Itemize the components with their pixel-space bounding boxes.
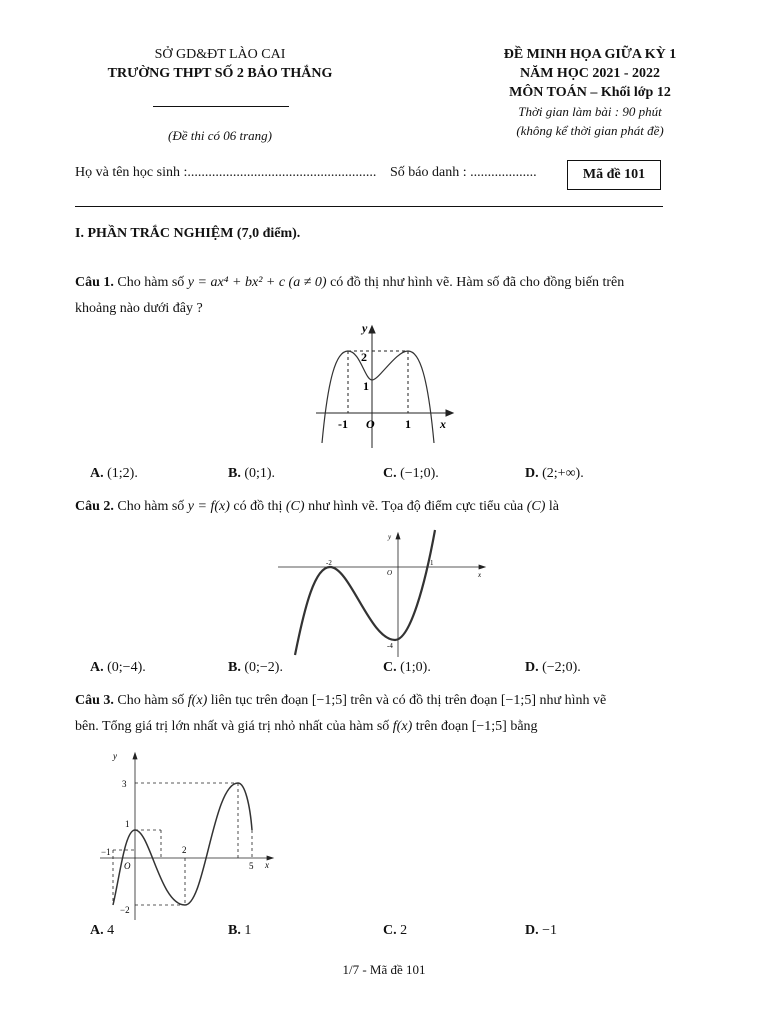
question-text: liên tục trên đoạn: [210, 693, 309, 708]
x-label: x: [478, 571, 482, 579]
question-text: bằng: [510, 719, 538, 734]
school-year: NĂM HỌC 2021 - 2022: [520, 66, 660, 81]
tick-label: 1: [430, 559, 434, 567]
pages-note: (Đề thi có 06 trang): [168, 128, 272, 143]
school-name: TRƯỜNG THPT SỐ 2 BẢO THẮNG: [107, 66, 333, 81]
tick-label: −1: [101, 847, 111, 857]
dashed-guides: [113, 783, 252, 905]
tick-label: −2: [120, 905, 130, 915]
answer-c[interactable]: C. (−1;0).: [383, 466, 439, 481]
formula: [−1;5]: [500, 693, 536, 708]
curve: [113, 783, 252, 905]
exam-time: Thời gian làm bài : 90 phút: [518, 104, 662, 119]
answer-b[interactable]: B. (0;−2).: [228, 660, 283, 675]
question-text: như hình vẽ. Tọa độ điểm cực tiểu của: [308, 499, 524, 514]
q3-graph: [95, 745, 285, 925]
answer-b[interactable]: B. 1: [228, 923, 252, 938]
y-arrow-icon: [396, 533, 400, 539]
exam-time-note: (không kể thời gian phát đề): [516, 123, 664, 138]
question-text: khoảng nào dưới đây ?: [75, 301, 203, 316]
question-text: Cho hàm số: [117, 693, 185, 708]
curve: [295, 530, 435, 655]
q1-graph: [310, 318, 460, 453]
exam-code-box: Mã đề 101: [567, 160, 661, 190]
question-3: [75, 688, 690, 740]
tick-label: -2: [326, 559, 332, 567]
question-label: Câu 1.: [75, 275, 114, 290]
subject: MÔN TOÁN – Khối lớp 12: [509, 85, 671, 100]
answer-d[interactable]: D. (2;+∞).: [525, 466, 584, 481]
y-arrow-icon: [369, 326, 375, 333]
y-label: y: [362, 321, 368, 335]
header-left: [70, 45, 370, 83]
question-text: như hình vẽ: [539, 693, 607, 708]
exam-title: ĐỀ MINH HỌA GIỮA KỲ 1: [503, 47, 677, 62]
answer-a[interactable]: A. 4: [90, 923, 115, 938]
q2-graph: [275, 525, 490, 660]
tick-label: O: [124, 861, 131, 871]
question-text: có đồ thị: [233, 499, 283, 514]
section-title: I. PHẦN TRẮC NGHIỆM (7,0 điểm).: [75, 226, 301, 241]
answer-c[interactable]: C. (1;0).: [383, 660, 431, 675]
dashed-guides: [348, 351, 408, 413]
tick-label: -1: [338, 417, 348, 431]
header-divider: [153, 106, 289, 107]
student-id-field: Số báo danh : ...................: [390, 165, 537, 180]
formula: [−1;5]: [471, 719, 507, 734]
tick-label: O: [366, 417, 375, 431]
page-footer: 1/7 - Mã đề 101: [342, 962, 426, 977]
answer-d[interactable]: D. (−2;0).: [525, 660, 581, 675]
y-label: y: [113, 751, 117, 761]
question-text: Cho hàm số: [117, 275, 185, 290]
tick-label: 3: [122, 779, 127, 789]
x-label: x: [265, 860, 269, 870]
answer-a[interactable]: A. (0;−4).: [90, 660, 146, 675]
tick-label: -4: [387, 642, 393, 650]
question-text: Cho hàm số: [117, 499, 185, 514]
answer-b[interactable]: B. (0;1).: [228, 466, 276, 481]
header-separator: [75, 206, 663, 207]
answer-d[interactable]: D. −1: [525, 923, 558, 938]
formula: y = f(x): [187, 499, 230, 514]
question-label: Câu 2.: [75, 499, 114, 514]
student-name-field: Họ và tên học sinh :......................................................: [75, 165, 377, 180]
formula: [−1;5]: [311, 693, 347, 708]
question-1: [75, 270, 690, 322]
x-arrow-icon: [446, 410, 453, 416]
question-text: trên và có đồ thị trên đoạn: [350, 693, 498, 708]
x-arrow-icon: [479, 565, 485, 569]
formula: (C): [285, 499, 305, 514]
y-arrow-icon: [133, 753, 137, 759]
tick-label: 1: [125, 819, 130, 829]
answer-c[interactable]: C. 2: [383, 923, 408, 938]
formula: f(x): [187, 693, 208, 708]
formula: y = ax⁴ + bx² + c (a ≠ 0): [187, 275, 327, 290]
x-label: x: [440, 417, 446, 431]
department-name: SỞ GD&ĐT LÀO CAI: [154, 47, 286, 62]
formula: (C): [526, 499, 546, 514]
y-label: y: [388, 533, 392, 541]
question-text: là: [548, 499, 559, 514]
question-text: có đồ thị như hình vẽ. Hàm số đã cho đồng biến trên: [330, 275, 625, 290]
tick-label: 2: [361, 350, 367, 364]
answer-a[interactable]: A. (1;2).: [90, 466, 138, 481]
tick-label: 2: [182, 845, 187, 855]
tick-label: O: [387, 569, 393, 577]
question-text: trên đoạn: [415, 719, 469, 734]
question-text: bên. Tổng giá trị lớn nhất và giá trị nhỏ nhất của hàm số: [75, 719, 390, 734]
tick-label: 1: [363, 379, 369, 393]
tick-label: 5: [249, 861, 254, 871]
question-2: [75, 494, 690, 520]
tick-label: 1: [405, 417, 411, 431]
question-label: Câu 3.: [75, 693, 114, 708]
header-right: [450, 45, 730, 140]
formula: f(x): [392, 719, 413, 734]
